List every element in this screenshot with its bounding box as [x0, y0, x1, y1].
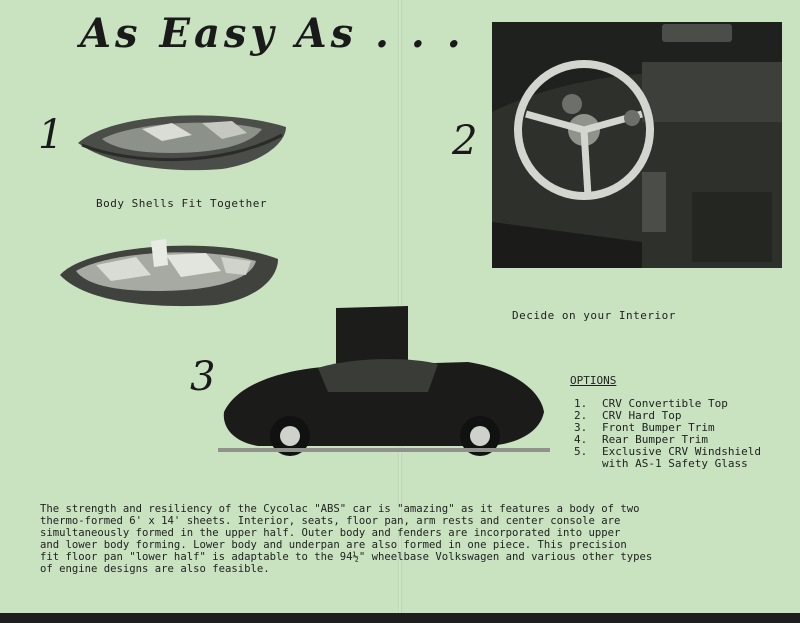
option-item: 5. Exclusive CRV Windshield with AS-1 Safety Glass	[574, 445, 761, 470]
lower-body-shell-photo	[56, 235, 282, 310]
option-item: 1. CRV Convertible Top	[574, 397, 728, 410]
scan-edge	[0, 613, 800, 623]
step-3-number: 3	[190, 354, 216, 400]
description-paragraph: The strength and resiliency of the Cycolac "ABS" car is "amazing" as it features a body of two thermo-formed 6' x 14' sheets. Interior, seats, floor pan, arm rests and center console are simultaneously formed in the upper half. Outer body and fenders are incorporated into upper and lower body forming. Lower body and underpan are also formed in one piece. This precision fit floor pan "lower half" is adaptable to the 94½" wheelbase Volkswagen and various other types of engine designs are also feasible.	[40, 503, 653, 575]
step-2-number: 2	[452, 118, 478, 164]
assembled-car-photo	[218, 302, 550, 464]
headline: As Easy As . . .	[80, 10, 465, 57]
step-2-caption: Decide on your Interior	[512, 309, 676, 322]
options-title: OPTIONS	[570, 374, 617, 387]
option-item: 2. CRV Hard Top	[574, 409, 682, 422]
upper-body-shell-photo	[72, 105, 292, 175]
option-item: 3. Front Bumper Trim	[574, 421, 715, 434]
interior-dashboard-photo	[492, 22, 782, 268]
options-list	[574, 398, 761, 470]
step-1-caption: Body Shells Fit Together	[96, 197, 267, 210]
option-item: 4. Rear Bumper Trim	[574, 433, 708, 446]
step-1-number: 1	[38, 112, 64, 158]
